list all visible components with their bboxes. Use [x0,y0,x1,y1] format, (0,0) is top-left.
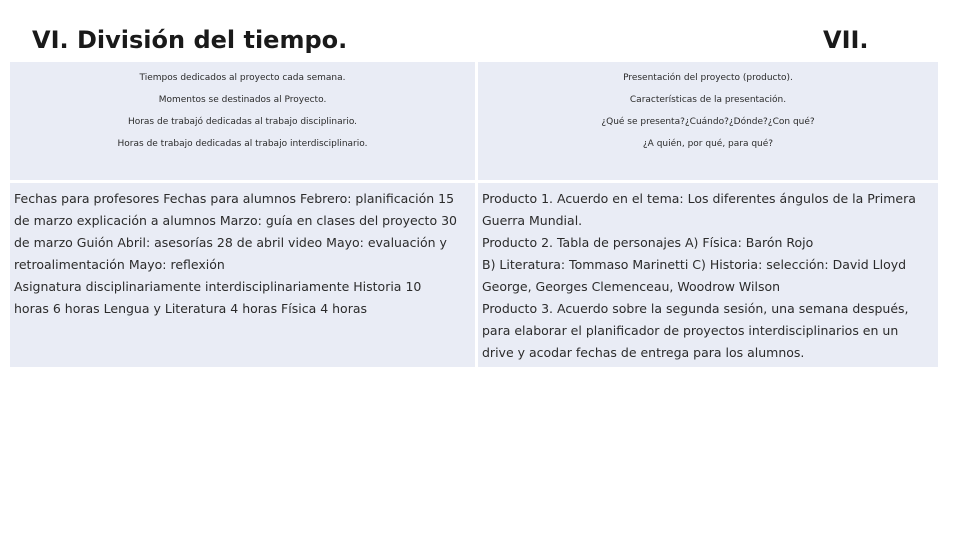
cell-line: Fechas para profesores Fechas para alumnos Febrero: planificación 15 [14,191,455,206]
cell-line: Guerra Mundial. [482,213,583,228]
cell-line: Producto 1. Acuerdo en el tema: Los diferentes ángulos de la Primera [482,191,916,206]
cell-line: Características de la presentación. [629,95,787,105]
cell-line: para elaborar el planificador de proyectos interdisciplinarios en un [482,323,899,338]
cell-line: Producto 2. Tabla de personajes A) Física: Barón Rojo [482,235,814,250]
cell-line: Presentación del proyecto (producto). [623,73,793,83]
cell-line: Momentos se destinados al Proyecto. [158,95,327,105]
cell-line: de marzo explicación a alumnos Marzo: guía en clases del proyecto 30 [14,213,457,228]
cell-line: drive y acodar fechas de entrega para los alumnos. [482,345,805,360]
cell-line: ¿Qué se presenta?¿Cuándo?¿Dónde?¿Con qué? [601,117,815,127]
cell-line: horas 6 horas Lengua y Literatura 4 horas Física 4 horas [14,301,368,316]
cell-line: de marzo Guión Abril: asesorías 28 de abril video Mayo: evaluación y [14,235,447,250]
cell-line: Tiempos dedicados al proyecto cada semana. [139,73,346,83]
cell-line: Producto 3. Acuerdo sobre la segunda sesión, una semana después, [482,301,909,316]
table-cell-product-details [478,183,938,367]
cell-line: George, Georges Clemenceau, Woodrow Wilson [482,279,781,294]
table-cell-presentation-header [478,62,938,180]
cell-line: ¿A quién, por qué, para qué? [642,139,774,149]
cell-line: Horas de trabajó dedicadas al trabajo disciplinario. [127,117,358,127]
cell-line: retroalimentación Mayo: reflexión [14,257,225,272]
table-cell-schedule-details [10,183,475,367]
cell-line: Asignatura disciplinariamente interdisciplinariamente Historia 10 [14,279,422,294]
section-title-vi: VI. División del tiempo. [32,26,348,54]
cell-line: Horas de trabajo dedicadas al trabajo interdisciplinario. [117,139,368,149]
section-title-vii: VII. [823,26,869,54]
cell-line: B) Literatura: Tommaso Marinetti C) Historia: selección: David Lloyd [482,257,907,272]
table-cell-time-division-header [10,62,475,180]
